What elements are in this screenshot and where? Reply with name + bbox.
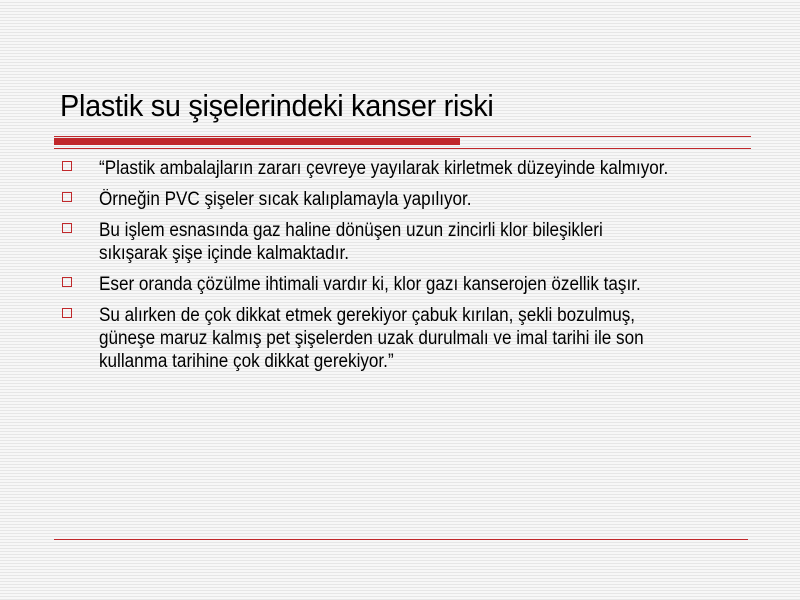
list-item xyxy=(60,273,760,296)
title-rule-thick xyxy=(54,138,460,145)
bullet-line: Bu işlem esnasında gaz haline dönüşen uzun zincirli klor bileşikleri xyxy=(99,220,603,241)
bullet-line: Su alırken de çok dikkat etmek gerekiyor çabuk kırılan, şekli bozulmuş, xyxy=(99,305,636,326)
list-item xyxy=(60,157,760,180)
bullet-text xyxy=(99,304,729,373)
bullet-line: Eser oranda çözülme ihtimali vardır ki, klor gazı kanserojen özellik taşır. xyxy=(99,274,641,295)
bullet-text xyxy=(99,188,729,211)
footer-rule xyxy=(54,539,748,540)
slide-title: Plastik su şişelerindeki kanser riski xyxy=(60,88,494,123)
hollow-square-icon xyxy=(62,223,72,233)
bullet-text xyxy=(99,157,729,180)
bullet-line: güneşe maruz kalmış pet şişelerden uzak durulmalı ve imal tarihi ile son xyxy=(99,328,644,349)
hollow-square-icon xyxy=(62,192,72,202)
list-item xyxy=(60,219,760,265)
title-rule-thin-top xyxy=(54,136,751,137)
bullet-line: Örneğin PVC şişeler sıcak kalıplamayla yapılıyor. xyxy=(99,189,472,210)
bullet-list xyxy=(60,157,760,381)
bullet-line: sıkışarak şişe içinde kalmaktadır. xyxy=(99,243,349,264)
title-rule-thin-bottom xyxy=(54,148,751,149)
hollow-square-icon xyxy=(62,277,72,287)
list-item xyxy=(60,304,760,373)
bullet-text xyxy=(99,273,729,296)
bullet-text xyxy=(99,219,729,265)
bullet-line: “Plastik ambalajların zararı çevreye yayılarak kirletmek düzeyinde kalmıyor. xyxy=(99,158,669,179)
bullet-line: kullanma tarihine çok dikkat gerekiyor.” xyxy=(99,351,394,372)
list-item xyxy=(60,188,760,211)
hollow-square-icon xyxy=(62,308,72,318)
hollow-square-icon xyxy=(62,161,72,171)
